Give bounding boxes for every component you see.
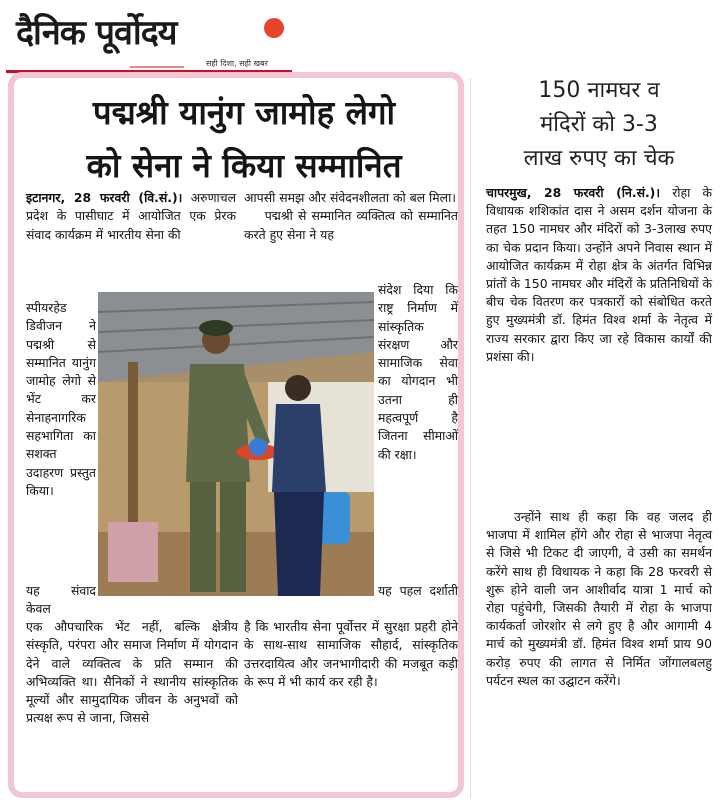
main-col1-intro: इटानगर, 28 फरवरी (वि.सं.)। अरुणाचल प्रदेश के पासीघाट में आयोजित एक प्रेरक संवाद कार्यक्रम में भारतीय सेना की xyxy=(26,190,236,242)
main-article-headline xyxy=(24,86,464,192)
side-headline-line-3: लाख रुपए का चेक xyxy=(523,146,675,171)
main-col2-wrap: संदेश दिया कि राष्ट्र निर्माण में सांस्कृतिक संरक्षण और सामाजिक सेवा का योगदान भी उतना ही महत्वपूर्ण है जितना सीमाओं की रक्षा। xyxy=(378,282,458,462)
main-col2-wrap-2: यह पहल दर्शाती xyxy=(378,583,458,598)
side-dateline: चापरमुख, 28 फरवरी (नि.सं.)। xyxy=(486,185,661,200)
side-article-headline xyxy=(484,74,714,176)
main-article-box xyxy=(8,72,464,798)
news-photo xyxy=(98,292,374,596)
side-article-para-2: उन्होंने साथ ही कहा कि वह जलद ही भाजपा में शामिल होंगे और रोहा से भाजपा नेतृत्व से जिसे भी टिकट दी जाएगी, वे उसी का समर्थन करेंगे साथ ही विधायक ने कहा कि 28 फरवरी से शुरू होने वाली जन आशीर्वाद यात्रा 1 मार्च को रोहा पहुंचेगी, जिसकी तैयारी में रोहा के भाजपा कार्यकर्ता जोरशोर से लगे हुए है और आगामी 4 मार्च को मुख्यमंत्री डॉ. हिमंत विश्व शर्मा प्राय 90 करोड़ रुपए की लागत से निर्मित जोंगालबलहु पर्यटन स्थल का उद्घाटन करेंगे। xyxy=(486,509,712,688)
side-headline-line-2: मंदिरों को 3-3 xyxy=(540,112,658,137)
main-headline-line-1: पद्मश्री यानुंग जामोह लेगो xyxy=(92,93,396,132)
main-col1-bottom: एक औपचारिक भेंट नहीं, बल्कि क्षेत्रीय संस्कृति, परंपरा और समाज निर्माण में योगदान देने वाले व्यक्तित्व के प्रति सम्मान की अभिव्यक्ति था। सैनिकों ने स्थानीय सांस्कृतिक मूल्यों और सामुदायिक जीवन के अनुभवों को प्रत्यक्ष रूप से जाना, जिससे xyxy=(26,619,238,726)
main-headline-line-2: को सेना ने किया सम्मानित xyxy=(86,146,402,185)
main-col1-wrap: स्पीयरहेड डिवीजन ने पद्मश्री से सम्मानित यानुंग जामोह लेगो से भेंट कर सेनाहनागरिक सहभागिता का सशक्त उदाहरण प्रस्तुत किया। xyxy=(26,300,96,498)
newspaper-title: दैनिक पूर्वोदय xyxy=(16,13,177,53)
main-col1-wrap-2: यह संवाद केवल xyxy=(26,583,96,617)
main-dateline: इटानगर, 28 फरवरी (वि.सं.)। xyxy=(26,190,183,205)
column-divider xyxy=(470,78,471,798)
masthead-logo-dot xyxy=(264,18,284,38)
news-photo-illustration xyxy=(98,292,374,596)
newspaper-masthead xyxy=(6,4,306,74)
main-col2-bottom: है कि भारतीय सेना पूर्वोत्तर में सुरक्षा प्रहरी होने के साथ-साथ सामाजिक सौहार्द, सांस्कृतिक उत्तरदायित्व और जनभागीदारी की मजबूत कड़ी के रूप में भी कार्य कर रही है। xyxy=(244,619,458,689)
masthead-accent-line xyxy=(130,66,184,68)
side-article-para-1: चापरमुख, 28 फरवरी (नि.सं.)। रोहा के विधायक शशिकांत दास ने असम दर्शन योजना के तहत 150 नामघर और मंदिरों को 3-3लाख रुपए का चेक प्रदान किया। उन्होंने अपने निवास स्थान में आयोजित कार्यक्रम में रोहा क्षेत्र के अंतर्गत विभिन्न प्रांतों के 150 नामघर और मंदिरों के प्रतिनिधियों के बीच चेक वितरण कर पत्रकारों को संबोधित करते हुए मुख्यमंत्री डॉ. हिमंत विश्व शर्मा के नेतृत्व में राज्य सरकार द्वारा किए जा रहे विकास कार्यों की प्रशंसा की। xyxy=(486,185,712,364)
main-col2-intro: आपसी समझ और संवेदनशीलता को बल मिला। पद्मश्री से सम्मानित व्यक्तित्व को सम्मानित करते हुए सेना ने यह xyxy=(244,190,458,242)
side-headline-line-1: 150 नामघर व xyxy=(538,78,660,103)
newspaper-tagline: सही दिशा, सही खबर xyxy=(206,59,268,68)
